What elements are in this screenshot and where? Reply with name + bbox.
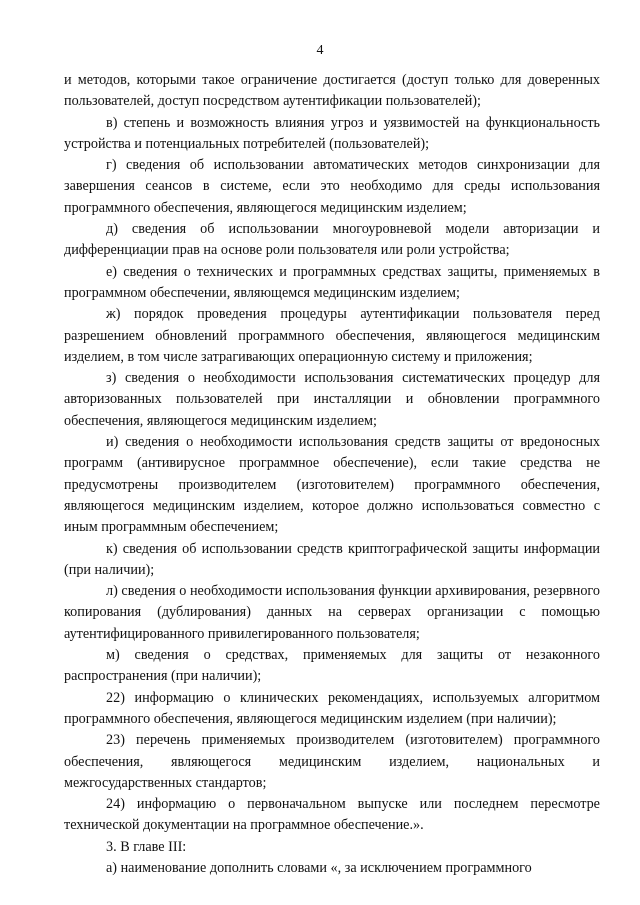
paragraph: а) наименование дополнить словами «, за исключением программного [106, 859, 532, 876]
paragraph: 24) информацию о первоначальном выпуске или последнем пересмотре технической документации на программное обеспечение.». [64, 796, 600, 834]
paragraph: ж) порядок проведения процедуры аутентификации пользователя перед разрешением обновлений программного обеспечения, являющегося медицинским изделием, в том числе затрагивающих операционную систему и приложения; [64, 306, 600, 365]
paragraph: м) сведения о средствах, применяемых для защиты от незаконного распространения (при наличии); [64, 647, 600, 685]
paragraph: г) сведения об использовании автоматических методов синхронизации для завершения сеансов в системе, если это необходимо для среды использования программного обеспечения, являющегося медицинским изделием; [64, 157, 600, 216]
page-number: 4 [316, 43, 324, 58]
paragraph: и) сведения о необходимости использования средств защиты от вредоносных программ (антивирусное программное обеспечение), если такие средства не предусмотрены производителем (изготовителем) программного обеспечения, являющегося медицинским изделием, которое должно использоваться совместно с иным программным обеспечением; [64, 434, 600, 536]
paragraph: в) степень и возможность влияния угроз и уязвимостей на функциональность устройства и потенциальных потребителей (пользователей); [64, 114, 600, 152]
paragraph: 22) информацию о клинических рекомендациях, используемых алгоритмом программного обеспечения, являющегося медицинским изделием (при наличии); [64, 689, 600, 727]
paragraph: к) сведения об использовании средств криптографической защиты информации (при наличии); [64, 540, 600, 578]
paragraph: 3. В главе III: [106, 838, 187, 855]
paragraph: л) сведения о необходимости использования функции архивирования, резервного копирования (дублирования) данных на серверах организации с помощью аутентифицированного привилегированного пользователя; [64, 583, 600, 642]
paragraph: з) сведения о необходимости использования систематических процедур для авторизованных пользователей при инсталляции и обновлении программного обеспечения, являющегося медицинским изделием; [64, 370, 600, 429]
paragraph: 23) перечень применяемых производителем (изготовителем) программного обеспечения, являющегося медицинским изделием, национальных и межгосударственных стандартов; [64, 732, 600, 791]
paragraph: е) сведения о технических и программных средствах защиты, применяемых в программном обеспечении, являющемся медицинским изделием; [64, 263, 600, 301]
paragraph: д) сведения об использовании многоуровневой модели авторизации и дифференциации прав на основе роли пользователя или роли устройства; [64, 221, 600, 259]
paragraph: и методов, которыми такое ограничение достигается (доступ только для доверенных пользователей, доступ посредством аутентификации пользователей); [64, 72, 600, 110]
document-body [64, 70, 600, 879]
